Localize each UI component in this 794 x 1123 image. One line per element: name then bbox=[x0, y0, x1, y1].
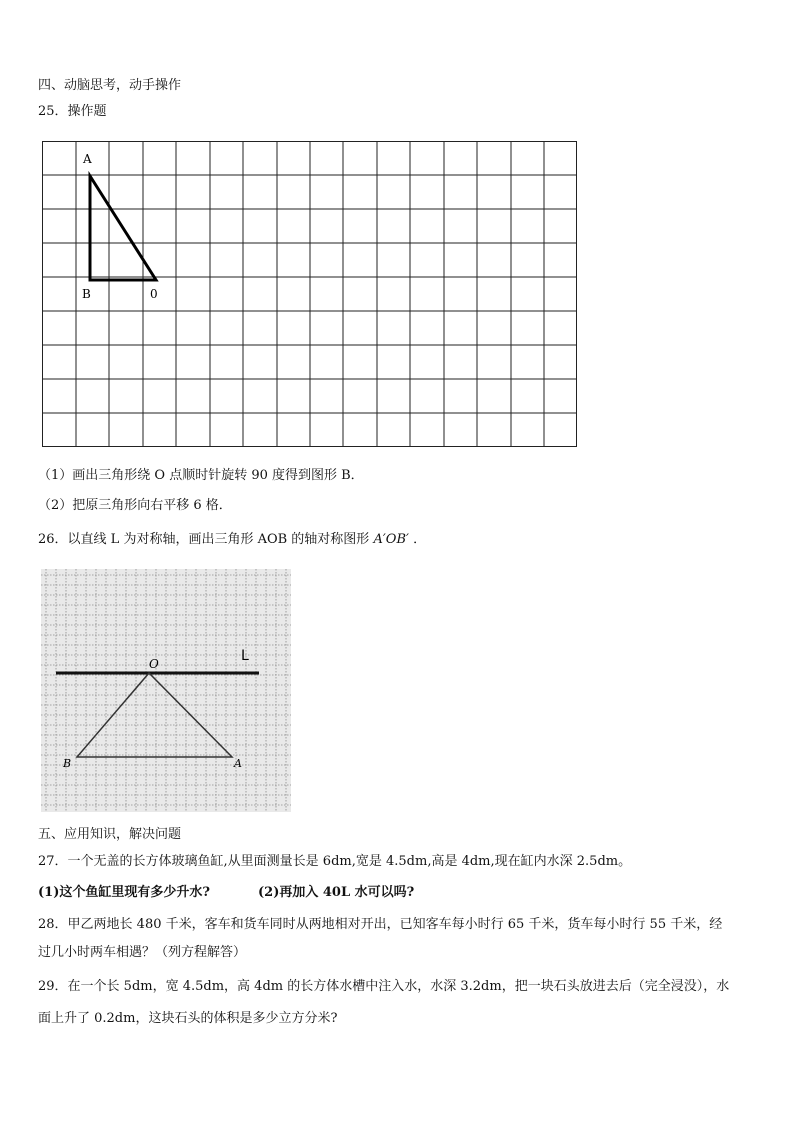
question-25-sub2: （2）把原三角形向右平移 6 格． bbox=[38, 498, 232, 513]
section5-heading: 五、应用知识，解决问题 bbox=[38, 827, 182, 842]
question-28-line2: 过几小时两车相遇？（列方程解答） bbox=[38, 945, 247, 960]
question-25-title: 25．操作题 bbox=[38, 104, 107, 119]
question-25-grid bbox=[42, 141, 577, 447]
question-29-line1: 29．在一个长 5dm，宽 4.5dm，高 4dm 的长方体水槽中注入水，水深 3.2dm，把一块石头放进去后（完全浸没），水 bbox=[38, 979, 730, 994]
grid-lines bbox=[42, 141, 577, 447]
question-26-tail: ． bbox=[413, 532, 427, 547]
label-l: L bbox=[241, 648, 249, 664]
section4-heading: 四、动脑思考，动手操作 bbox=[38, 78, 182, 93]
question-27-sub2: (2)再加入 40L 水可以吗? bbox=[258, 885, 415, 900]
label-a: A bbox=[234, 757, 242, 770]
question-25-sub1: （1）画出三角形绕 O 点顺时针旋转 90 度得到图形 B． bbox=[38, 468, 364, 483]
question-26-prompt: 26．以直线 L 为对称轴，画出三角形 AOB 的轴对称图形 bbox=[38, 532, 370, 547]
triangle-abo bbox=[90, 176, 156, 280]
question-26-math: A′OB′ bbox=[373, 532, 409, 547]
question-26-text bbox=[38, 532, 426, 548]
question-28-line1: 28．甲乙两地长 480 千米，客车和货车同时从两地相对开出，已知客车每小时行 65 千米，货车每小时行 55 千米，经 bbox=[38, 917, 723, 932]
label-b: B bbox=[63, 757, 72, 770]
label-o: 0 bbox=[150, 287, 158, 301]
question-27-sub1: (1)这个鱼缸里现有多少升水? bbox=[38, 885, 210, 900]
label-o: O bbox=[149, 657, 159, 671]
label-b: B bbox=[82, 287, 91, 301]
label-a: A bbox=[83, 152, 92, 166]
question-29-line2: 面上升了 0.2dm，这块石头的体积是多少立方分米? bbox=[38, 1011, 338, 1026]
question-27-text: 27．一个无盖的长方体玻璃鱼缸,从里面测量长是 6dm,宽是 4.5dm,高是 4dm,现在缸内水深 2.5dm。 bbox=[38, 854, 632, 869]
question-26-figure bbox=[41, 569, 291, 812]
